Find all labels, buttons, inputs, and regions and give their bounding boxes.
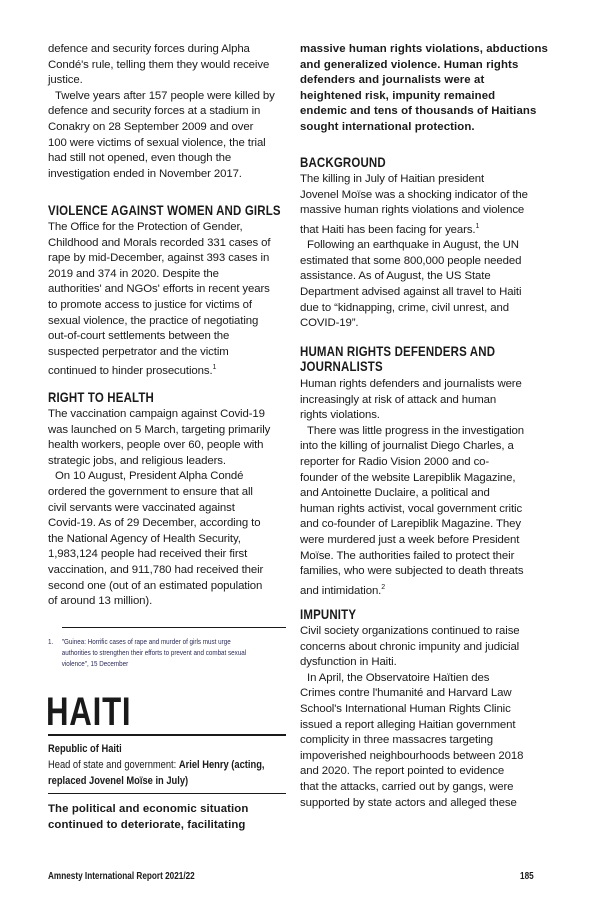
health-paragraphs xyxy=(48,407,288,610)
text-line xyxy=(300,203,540,219)
footnote-number: 1. xyxy=(48,637,54,646)
text-line-content: School's International Human Rights Clinic xyxy=(300,702,511,715)
background-paragraphs xyxy=(300,172,540,332)
text-line-content: The vaccination campaign against Covid-19 xyxy=(48,408,265,420)
text-line xyxy=(300,254,540,270)
text-line xyxy=(48,594,288,610)
text-line-content: ordered the government to ensure that all xyxy=(48,485,253,498)
text-line-content: endemic and tens of thousands of Haitians xyxy=(300,105,537,118)
text-line xyxy=(300,104,540,120)
section-heading-health: RIGHT TO HEALTH xyxy=(48,389,154,405)
footnote xyxy=(48,636,254,669)
text-line xyxy=(48,407,288,423)
text-line-content: reporter for Radio Vision 2000 and co- xyxy=(300,455,490,468)
text-line xyxy=(48,58,288,74)
text-line-content: issued a report alleging Haitian government xyxy=(300,718,516,731)
text-line xyxy=(300,718,540,734)
text-line xyxy=(300,671,540,687)
text-line xyxy=(48,104,288,120)
text-line-content: supported by state actors and alleged these xyxy=(300,796,517,809)
facts-rule xyxy=(48,793,286,794)
haiti-lead-continued xyxy=(300,42,548,136)
text-line-content: had still not opened, even though the xyxy=(48,152,232,165)
head-of-state-label: Head of state and government: xyxy=(48,759,179,771)
text-line-content: concerns about chronic impunity and judicial xyxy=(300,640,520,653)
text-line xyxy=(48,329,288,345)
text-line xyxy=(300,780,540,796)
text-line xyxy=(48,501,288,517)
text-line-content: On 10 August, President Alpha Condé xyxy=(55,470,244,483)
heading-line: JOURNALISTS xyxy=(300,358,383,374)
footnote-reference[interactable]: 1 xyxy=(475,222,480,230)
text-line xyxy=(300,269,540,285)
text-line-content: was launched on 5 March, targeting primarily xyxy=(48,423,271,436)
text-line xyxy=(300,549,540,565)
text-line xyxy=(300,796,540,812)
text-line xyxy=(300,120,540,136)
text-line xyxy=(300,393,540,409)
text-line xyxy=(48,438,288,454)
text-line xyxy=(48,516,288,532)
text-line-content: rights violations. xyxy=(300,409,380,422)
text-line-content: The political and economic situation xyxy=(48,803,249,815)
text-line-content: impoverished neighbourhoods between 2018 xyxy=(300,749,524,762)
text-line xyxy=(300,238,540,254)
text-line xyxy=(48,298,288,314)
text-line xyxy=(48,345,288,361)
text-line-content: strategic jobs, and religious leaders. xyxy=(48,454,226,467)
text-line xyxy=(300,624,540,640)
text-line-content: Jovenel Moïse was a shocking indicator of the xyxy=(300,188,528,201)
text-line-content: COVID-19”. xyxy=(300,317,359,330)
text-line-content: Conakry on 28 September 2009 and over xyxy=(48,120,254,133)
text-line-content: massive human rights violations, abductions xyxy=(300,43,548,55)
text-line-content: vaccination, and 911,780 had received their xyxy=(48,563,264,576)
impunity-paragraphs xyxy=(300,624,540,811)
text-line xyxy=(300,219,540,238)
text-line-content: human rights activist, vocal government critic xyxy=(300,502,523,515)
text-line xyxy=(300,58,540,74)
country-title-rule xyxy=(48,734,286,736)
text-line-content: families, who were subjected to death threats xyxy=(300,565,524,578)
text-line xyxy=(300,655,540,671)
text-line xyxy=(48,136,288,152)
section-heading-impunity: IMPUNITY xyxy=(300,606,357,622)
text-line-content: In April, the Observatoire Haïtien des xyxy=(307,671,490,684)
text-line-content: Moïse. The authorities failed to protect their xyxy=(300,549,515,562)
text-line xyxy=(48,818,288,834)
text-line xyxy=(48,236,288,252)
text-line-content: investigation ended in November 2017. xyxy=(48,167,242,180)
text-line-content: estimated that some 800,000 people needed xyxy=(300,254,522,267)
text-line xyxy=(48,360,288,379)
text-line-content: due to “kidnapping, crime, civil unrest, and xyxy=(300,301,509,314)
text-line-content: dysfunction in Haiti. xyxy=(300,656,397,669)
text-line xyxy=(300,172,540,188)
text-line-content: Crimes contre l'humanité and Harvard Law xyxy=(300,687,512,700)
text-line xyxy=(48,532,288,548)
footnote-divider xyxy=(62,627,286,628)
text-line xyxy=(300,486,540,502)
violence-paragraph xyxy=(48,220,288,380)
text-line xyxy=(300,502,540,518)
text-line-content: into the killing of journalist Diego Charles, a xyxy=(300,440,514,453)
text-line-content: 1,983,124 people had received their first xyxy=(48,548,248,561)
text-line xyxy=(48,167,288,183)
text-line xyxy=(300,316,540,332)
text-line xyxy=(300,301,540,317)
text-line-content: second one (out of an estimated population xyxy=(48,579,263,592)
text-line xyxy=(48,563,288,579)
defenders-paragraphs xyxy=(300,377,540,599)
text-line xyxy=(300,188,540,204)
head-of-state-value-cont: replaced Jovenel Moïse in July) xyxy=(48,775,189,787)
text-line-content: Department advised against all travel to Haiti xyxy=(300,285,522,298)
text-line-content: that Haiti has been facing for years. xyxy=(300,223,476,236)
text-line xyxy=(48,314,288,330)
text-line-content: massive human rights violations and violence xyxy=(300,204,525,217)
text-line-content: 2019 and 374 in 2020. Despite the xyxy=(48,267,219,280)
text-line xyxy=(300,702,540,718)
text-line-content: that the attacks, carried out by gangs, were xyxy=(300,780,514,793)
text-line-content: and generalized violence. Human rights xyxy=(300,58,519,71)
text-line xyxy=(300,89,540,105)
text-line xyxy=(48,485,288,501)
section-heading-background: BACKGROUND xyxy=(300,154,386,170)
section-heading-violence: VIOLENCE AGAINST WOMEN AND GIRLS xyxy=(48,202,281,218)
text-line-content: defence and security forces at a stadium in xyxy=(48,105,261,118)
text-line xyxy=(300,73,540,89)
text-line-content: Following an earthquake in August, the UN xyxy=(307,239,519,252)
text-line-content: sought international protection. xyxy=(300,120,475,133)
text-line-content: continued to deteriorate, facilitating xyxy=(48,818,246,831)
text-line xyxy=(48,151,288,167)
text-line xyxy=(300,517,540,533)
text-line xyxy=(48,42,288,58)
text-line-content: 100 were victims of sexual violence, the trial xyxy=(48,136,266,149)
text-line-content: rape by mid-December, against 393 cases in xyxy=(48,252,270,265)
text-line xyxy=(300,733,540,749)
text-line-content: of around 13 million). xyxy=(48,595,153,608)
text-line-content: defenders and journalists were at xyxy=(300,74,485,87)
text-line xyxy=(300,424,540,440)
text-line-content: and 2020. The report pointed to evidence xyxy=(300,765,505,778)
footnote-line: violence", 15 December xyxy=(61,659,129,668)
text-line-content: continued to hinder prosecutions. xyxy=(48,365,213,378)
heading-line: HUMAN RIGHTS DEFENDERS AND xyxy=(300,343,496,359)
text-line-content: increasingly at risk of attack and human xyxy=(300,393,497,406)
footnote-line: "Guinea: Horrific cases of rape and murder of girls must urge xyxy=(61,637,231,646)
text-line-content: heightened risk, impunity remained xyxy=(300,89,496,102)
footnote-reference[interactable]: 1 xyxy=(212,364,217,372)
text-line-content: and intimidation. xyxy=(300,584,382,597)
text-line xyxy=(300,455,540,471)
text-line xyxy=(48,267,288,283)
text-line-content: to promote access to justice for victims of xyxy=(48,298,252,311)
text-line-content: were murdered just a week before President xyxy=(300,533,520,546)
text-line-content: Twelve years after 157 people were killed by xyxy=(55,89,275,102)
footnote-reference[interactable]: 2 xyxy=(381,583,386,591)
text-line xyxy=(48,89,288,105)
text-line xyxy=(48,547,288,563)
text-line-content: Condé's rule, telling them they would receive xyxy=(48,58,270,71)
text-line-content: Childhood and Morals recorded 331 cases of xyxy=(48,236,271,249)
text-line xyxy=(300,408,540,424)
text-line-content: authorities' and NGOs' efforts in recent years xyxy=(48,283,270,296)
text-line xyxy=(48,73,288,89)
text-line-content: The killing in July of Haitian president xyxy=(300,173,485,185)
text-line xyxy=(300,640,540,656)
text-line-content: health workers, people over 60, people with xyxy=(48,439,264,452)
haiti-lead-start xyxy=(48,802,288,833)
text-line xyxy=(48,120,288,136)
section-heading-defenders xyxy=(300,344,497,374)
text-line-content: The Office for the Protection of Gender, xyxy=(48,221,243,233)
head-of-state-value: Ariel Henry (acting, xyxy=(178,759,265,771)
text-line xyxy=(300,580,540,599)
country-facts xyxy=(48,741,265,789)
text-line-content: justice. xyxy=(48,74,83,87)
text-line-content: out-of-court settlements between the xyxy=(48,330,230,343)
text-line xyxy=(300,377,540,393)
footnote-line: authorities to strengthen their efforts to prevent and combat sexual xyxy=(61,648,247,657)
text-line xyxy=(48,251,288,267)
text-line-content: complicity in three massacres targeting xyxy=(300,734,493,747)
text-line xyxy=(48,579,288,595)
official-name: Republic of Haiti xyxy=(48,743,122,755)
text-line-content: and Antoinette Duclaire, a political and xyxy=(300,487,490,500)
text-line-content: suspected perpetrator and the victim xyxy=(48,345,229,358)
text-line xyxy=(300,749,540,765)
text-line xyxy=(48,220,288,236)
text-line xyxy=(300,686,540,702)
text-line-content: civil servants were vaccinated against xyxy=(48,501,235,514)
text-line xyxy=(300,533,540,549)
text-line xyxy=(300,285,540,301)
country-title: HAITI xyxy=(46,690,132,734)
text-line-content: sexual violence, the practice of negotiating xyxy=(48,314,259,327)
text-line xyxy=(48,282,288,298)
text-line-content: assistance. As of August, the US State xyxy=(300,270,491,283)
text-line xyxy=(300,564,540,580)
text-line-content: Civil society organizations continued to raise xyxy=(300,625,520,637)
text-line xyxy=(48,454,288,470)
text-line-content: There was little progress in the investigation xyxy=(307,424,524,437)
text-line-content: Human rights defenders and journalists were xyxy=(300,378,522,390)
text-line xyxy=(300,439,540,455)
text-line xyxy=(300,471,540,487)
text-line xyxy=(300,42,548,58)
text-line-content: Covid-19. As of 29 December, according to xyxy=(48,517,261,530)
text-line xyxy=(48,802,288,818)
text-line xyxy=(48,469,288,485)
text-line-content: the National Agency of Health Security, xyxy=(48,532,241,545)
text-line-content: and co-founder of Larepiblik Magazine. They xyxy=(300,518,521,531)
page-number: 185 xyxy=(520,871,534,882)
footer-publication: Amnesty International Report 2021/22 xyxy=(48,871,195,882)
text-line-content: defence and security forces during Alpha xyxy=(48,43,250,55)
text-line xyxy=(300,764,540,780)
guinea-intro-paragraphs xyxy=(48,42,288,182)
text-line xyxy=(48,423,288,439)
text-line-content: founder of the website Larepiblik Magazine, xyxy=(300,471,516,484)
